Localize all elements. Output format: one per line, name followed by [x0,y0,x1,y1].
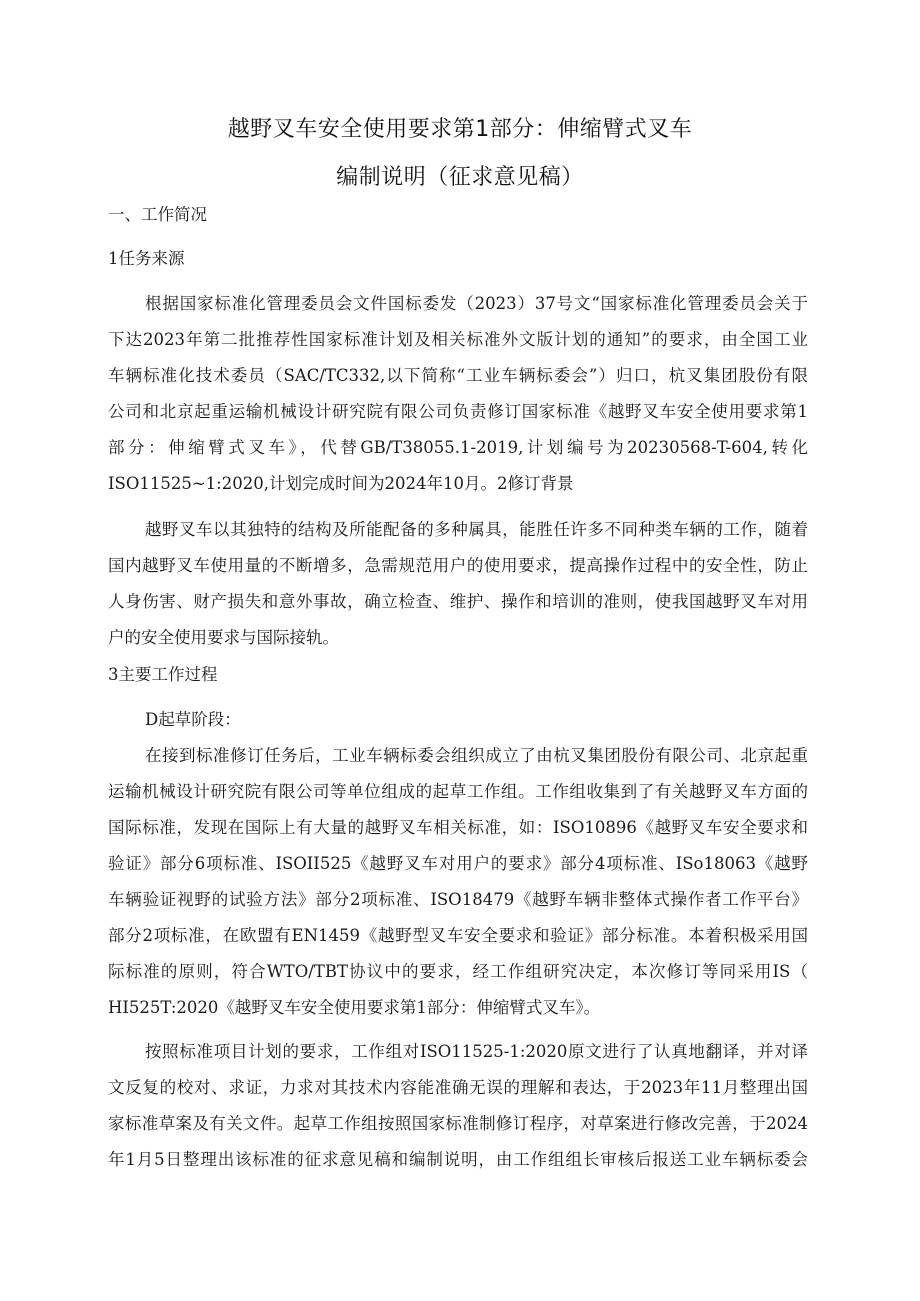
section-heading-task-source: 1任务来源 [108,249,185,268]
paragraph-line: 验证》部分6项标准、ISOII525《越野叉车对用户的要求》部分4项标准、ISo18063《越野 [108,854,808,873]
paragraph-line: 户的安全使用要求与国际接轨。 [108,628,339,647]
paragraph-line: 际标准的原则，符合WTO/TBT协议中的要求，经工作组研究决定，本次修订等同采用IS（ [108,962,808,981]
paragraph-line: 部分2项标准，在欧盟有EN1459《越野型叉车安全要求和验证》部分标准。本着积极采用国 [108,926,808,945]
paragraph-line: 家标准草案及有关文件。起草工作组按照国家标准制修订程序，对草案进行修改完善，于2024 [108,1114,808,1133]
document-subtitle: 编制说明（征求意见稿） [336,165,584,190]
paragraph-line: 国内越野叉车使用量的不断增多，急需规范用户的使用要求，提高操作过程中的安全性，防止 [108,556,808,575]
paragraph-line: 车辆验证视野的试验方法》部分2项标准、ISO18479《越野车辆非整体式操作者工作平台》 [108,890,808,909]
paragraph-line: 在接到标准修订任务后，工业车辆标委会组织成立了由杭叉集团股份有限公司、北京起重 [145,746,808,765]
paragraph-line: 下达2023年第二批推荐性国家标准计划及相关标准外文版计划的通知”的要求，由全国工业 [108,330,808,349]
paragraph-line: 根据国家标准化管理委员会文件国标委发（2023）37号文“国家标准化管理委员会关于 [145,294,808,313]
section-heading-main-process: 3主要工作过程 [108,665,218,684]
paragraph-line: HI525T:2020《越野叉车安全使用要求第1部分：伸缩臂式叉车》。 [108,998,601,1017]
paragraph-line: 越野叉车以其独特的结构及所能配备的多种属具，能胜任许多不同种类车辆的工作，随着 [145,520,808,539]
paragraph-line: 运输机械设计研究院有限公司等单位组成的起草工作组。工作组收集到了有关越野叉车方面的 [108,782,808,801]
paragraph-line: 人身伤害、财产损失和意外事故，确立检查、维护、操作和培训的准则，使我国越野叉车对用 [108,592,808,611]
paragraph-line: 年1月5日整理出该标准的征求意见稿和编制说明，由工作组组长审核后报送工业车辆标委会 [108,1150,808,1169]
drafting-stage-label: D起草阶段： [145,710,241,729]
paragraph-line: 按照标准项目计划的要求，工作组对ISO11525-1:2020原文进行了认真地翻译，并对译 [145,1042,808,1061]
paragraph-line: 公司和北京起重运输机械设计研究院有限公司负责修订国家标准《越野叉车安全使用要求第1 [108,402,808,421]
paragraph-line: 车辆标准化技术委员（SAC/TC332,以下简称“工业车辆标委会”）归口，杭叉集团股份有限 [108,366,808,385]
paragraph-line: 部分：伸缩臂式叉车》，代替GB/T38055.1-2019,计划编号为20230568-T-604,转化 [108,438,808,457]
document-title: 越野叉车安全使用要求第1部分：伸缩臂式叉车 [227,117,693,142]
paragraph-line: 文反复的校对、求证，力求对其技术内容能准确无误的理解和表达，于2023年11月整理出国 [108,1078,808,1097]
paragraph-line: ISO11525~1:2020,计划完成时间为2024年10月。2修订背景 [108,474,574,493]
paragraph-line: 国际标准，发现在国际上有大量的越野叉车相关标准，如：ISO10896《越野叉车安全要求和 [108,818,808,837]
section-heading-work-overview: 一、工作简况 [108,205,207,224]
